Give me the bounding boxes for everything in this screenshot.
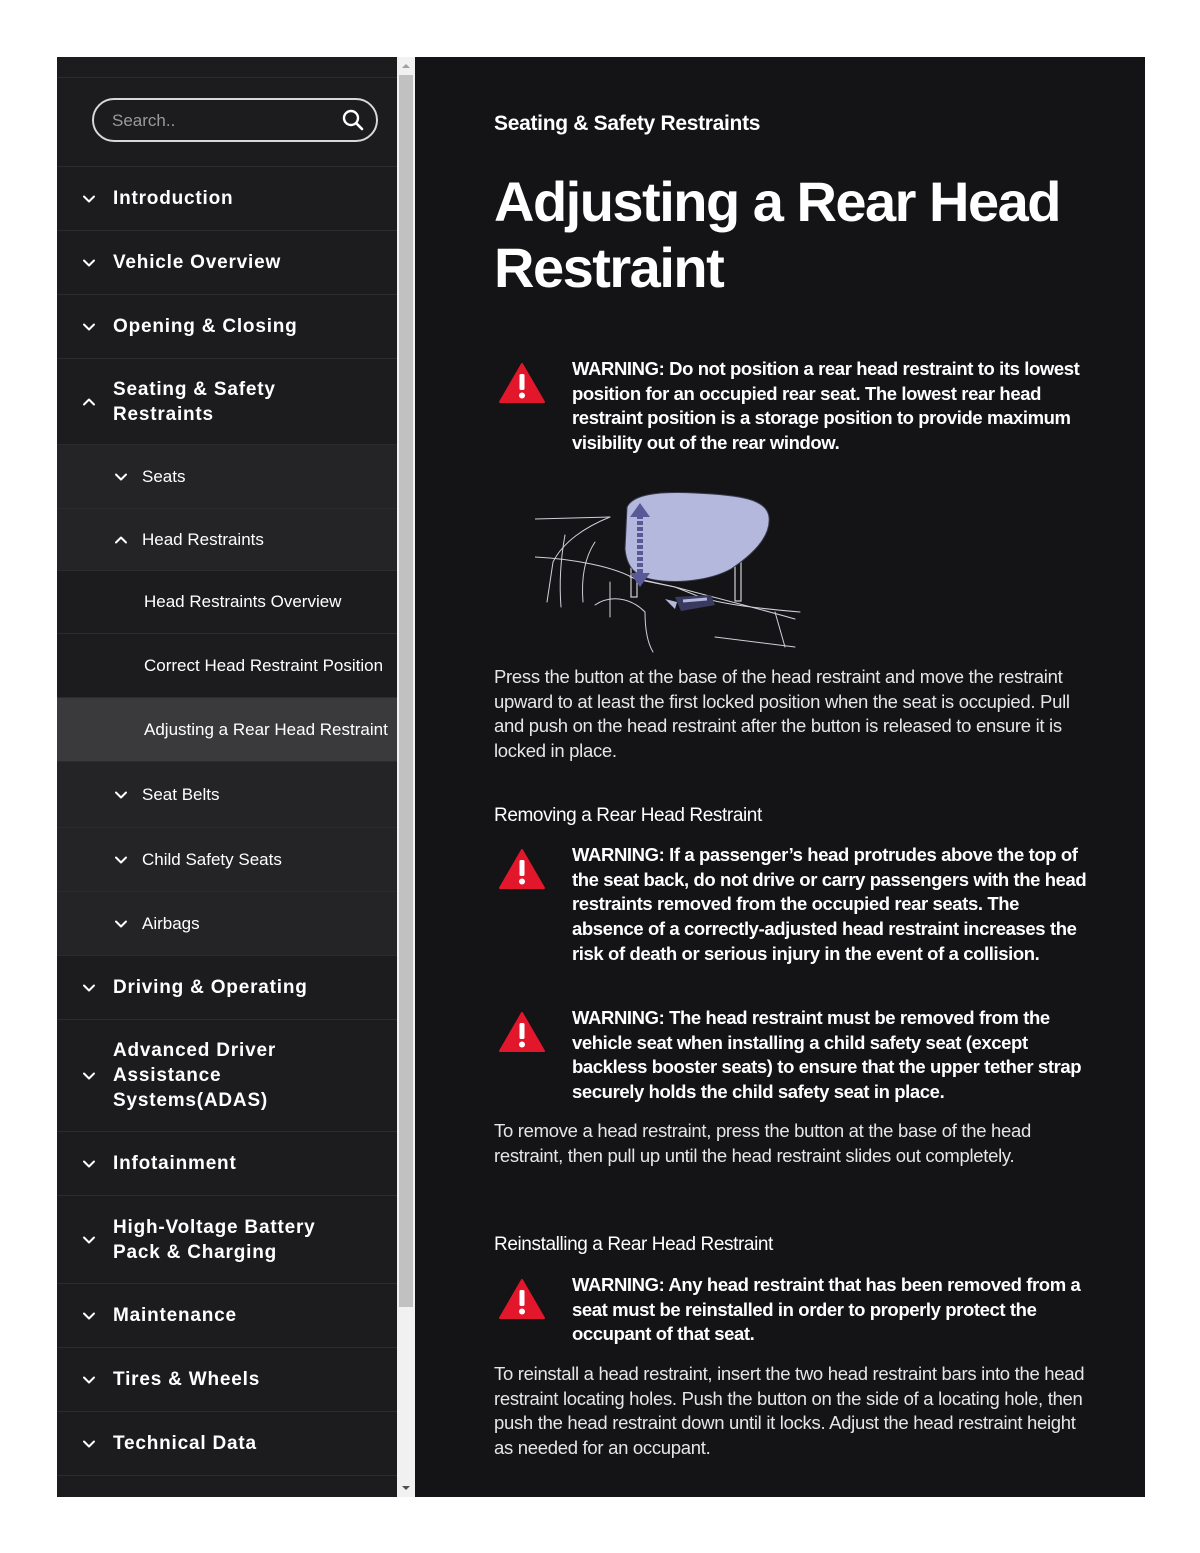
sidebar-item-child-safety-seats[interactable] bbox=[57, 828, 397, 892]
chevron-up-icon bbox=[81, 394, 97, 410]
chevron-down-icon bbox=[113, 852, 129, 868]
sidebar-item-head-restraints[interactable] bbox=[57, 509, 397, 571]
scroll-up-arrow-icon[interactable] bbox=[401, 61, 411, 71]
warning-icon bbox=[498, 362, 546, 404]
scroll-down-arrow-icon[interactable] bbox=[401, 1483, 411, 1493]
paragraph: Press the button at the base of the head restraint and move the restraint upward to at least the first locked position when the seat is occupied. Pull and push on the head restraint after the button is released to ensure it is locked in place. bbox=[494, 666, 1070, 762]
page-title: Adjusting a Rear Head Restraint bbox=[494, 170, 1060, 299]
chevron-down-icon bbox=[81, 319, 97, 335]
sidebar-item-label: Technical Data bbox=[113, 1433, 257, 1454]
sidebar-item-label: Child Safety Seats bbox=[142, 849, 282, 869]
sidebar-item-label: Head Restraints Overview bbox=[144, 592, 342, 611]
sidebar-item-seats[interactable] bbox=[57, 445, 397, 509]
sidebar-item-label: Adjusting a Rear Head Restraint bbox=[144, 719, 388, 739]
search-icon[interactable] bbox=[342, 109, 364, 131]
chevron-down-icon bbox=[81, 1068, 97, 1084]
sidebar-item-hv-battery[interactable] bbox=[57, 1196, 397, 1284]
chevron-down-icon bbox=[81, 1372, 97, 1388]
warning-icon bbox=[498, 1011, 546, 1053]
sidebar-item-technical-data[interactable] bbox=[57, 1412, 397, 1476]
warning-icon bbox=[498, 848, 546, 890]
sidebar-item-seat-belts[interactable] bbox=[57, 762, 397, 828]
search-input[interactable] bbox=[110, 100, 334, 142]
sidebar-top-divider bbox=[57, 57, 397, 78]
search-box bbox=[92, 98, 378, 142]
sidebar-item-adas[interactable] bbox=[57, 1020, 397, 1132]
paragraph: To reinstall a head restraint, insert the two head restraint bars into the head restraint locating holes. Push the button on the side of a locating hole, then push the head restraint down until it locks. Adjust the head restraint height as needed for an occupant. bbox=[494, 1363, 1085, 1459]
sidebar-item-label: Vehicle Overview bbox=[113, 252, 282, 273]
sidebar-scrollbar[interactable] bbox=[397, 57, 415, 1497]
sidebar-item-label: Airbags bbox=[142, 913, 200, 933]
sidebar-item-maintenance[interactable] bbox=[57, 1284, 397, 1348]
sidebar-item-head-restraints-overview[interactable] bbox=[57, 571, 397, 634]
sidebar-item-adjusting-rear[interactable] bbox=[57, 698, 397, 762]
section-heading-removing: Removing a Rear Head Restraint bbox=[494, 805, 762, 826]
chevron-down-icon bbox=[81, 980, 97, 996]
sidebar-item-label: Infotainment bbox=[113, 1153, 237, 1174]
scrollbar-thumb[interactable] bbox=[399, 75, 413, 1307]
sidebar-item-label: Correct Head Restraint Position bbox=[144, 655, 384, 675]
chevron-down-icon bbox=[81, 1436, 97, 1452]
chevron-down-icon bbox=[81, 191, 97, 207]
sidebar-item-airbags[interactable] bbox=[57, 892, 397, 956]
chevron-down-icon bbox=[81, 1156, 97, 1172]
warning-text: WARNING: Do not position a rear head restraint to its lowest position for an occupied rear seat. The lowest rear head restraint position is a storage position to provide maximum visibility out of the rear window. bbox=[572, 358, 1080, 454]
sidebar-item-correct-position[interactable] bbox=[57, 634, 397, 698]
sidebar-item-label: Seats bbox=[142, 466, 186, 486]
chevron-down-icon bbox=[113, 469, 129, 485]
warning-icon bbox=[498, 1278, 546, 1320]
warning-text: WARNING: If a passenger’s head protrudes above the top of the seat back, do not drive or carry passengers with the head restraints removed from the occupied rear seats. The absence of a correctly-adjusted head restraint increases the risk of death or serious injury in the event of a collision. bbox=[572, 844, 1087, 964]
sidebar-item-label: Opening & Closing bbox=[113, 316, 298, 337]
chevron-down-icon bbox=[81, 1232, 97, 1248]
chevron-down-icon bbox=[113, 916, 129, 932]
sidebar-item-opening-closing[interactable] bbox=[57, 295, 397, 359]
main-content bbox=[415, 57, 1145, 1497]
sidebar-item-introduction[interactable] bbox=[57, 167, 397, 231]
sidebar-item-label: Seating & Safety Restraints bbox=[113, 378, 276, 425]
sidebar-item-label: Introduction bbox=[113, 188, 234, 209]
sidebar-item-infotainment[interactable] bbox=[57, 1132, 397, 1196]
section-heading-reinstalling: Reinstalling a Rear Head Restraint bbox=[494, 1234, 773, 1255]
sidebar-item-tires-wheels[interactable] bbox=[57, 1348, 397, 1412]
chevron-up-icon bbox=[113, 532, 129, 548]
breadcrumb[interactable]: Seating & Safety Restraints bbox=[494, 112, 761, 135]
sidebar-item-seating-safety[interactable] bbox=[57, 359, 397, 445]
sidebar-item-label: Driving & Operating bbox=[113, 977, 308, 998]
warning-text: WARNING: The head restraint must be removed from the vehicle seat when installing a child safety seat (except backless booster seats) to ensure that the upper tether strap securely holds the child safety seat in place. bbox=[572, 1007, 1082, 1103]
sidebar-item-label: Maintenance bbox=[113, 1305, 237, 1326]
head-restraint-illustration bbox=[535, 487, 805, 657]
chevron-down-icon bbox=[113, 787, 129, 803]
chevron-down-icon bbox=[81, 1308, 97, 1324]
sidebar bbox=[57, 57, 397, 1497]
sidebar-item-label: Head Restraints bbox=[142, 529, 264, 549]
app-frame bbox=[57, 57, 1145, 1497]
sidebar-item-label: High-Voltage Battery Pack & Charging bbox=[113, 1216, 316, 1263]
sidebar-item-label: Advanced Driver Assistance Systems(ADAS) bbox=[113, 1040, 277, 1111]
sidebar-item-driving-operating[interactable] bbox=[57, 956, 397, 1020]
sidebar-item-label: Seat Belts bbox=[142, 784, 220, 804]
warning-text: WARNING: Any head restraint that has been removed from a seat must be reinstalled in order to properly protect the occupant of that seat. bbox=[572, 1274, 1081, 1345]
chevron-down-icon bbox=[81, 255, 97, 271]
sidebar-item-label: Tires & Wheels bbox=[113, 1369, 261, 1390]
paragraph: To remove a head restraint, press the button at the base of the head restraint, then pull up until the head restraint slides out completely. bbox=[494, 1120, 1032, 1166]
sidebar-item-vehicle-overview[interactable] bbox=[57, 231, 397, 295]
search-area bbox=[57, 78, 397, 167]
